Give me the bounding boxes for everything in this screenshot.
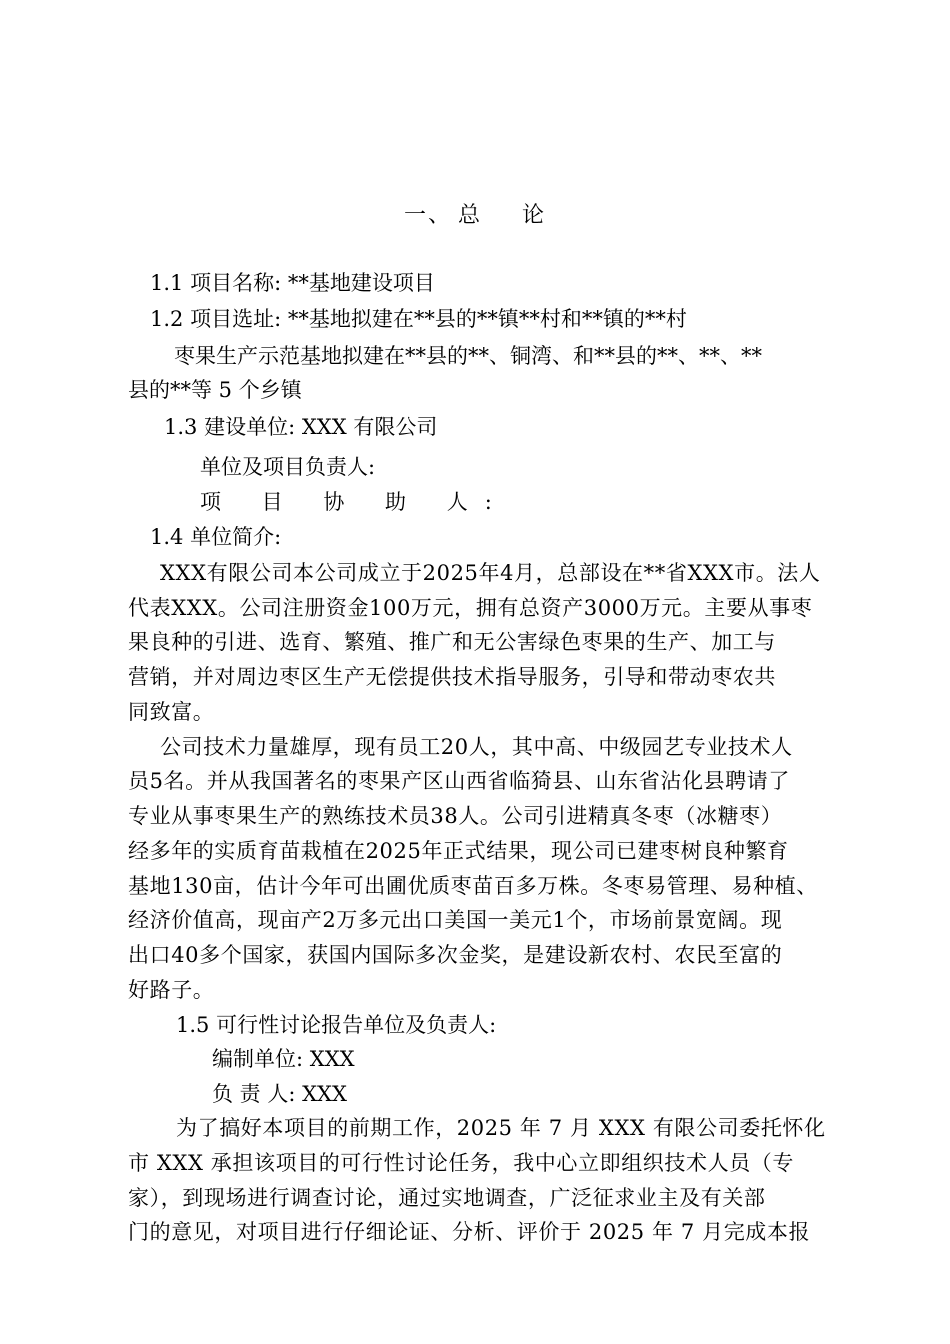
responsible-person-line: 负 责 人: XXX	[212, 1082, 347, 1106]
paragraph-line: 市 XXX 承担该项目的可行性讨论任务，我中心立即组织技术人员（专	[128, 1151, 794, 1175]
construction-unit-line: 1.3 建设单位: XXX 有限公司	[164, 415, 438, 439]
project-name-line: 1.1 项目名称: **基地建设项目	[150, 271, 435, 295]
project-site-detail-line: 枣果生产示范基地拟建在**县的**、铜湾、和**县的**、**、**	[174, 344, 762, 368]
paragraph-line: 公司技术力量雄厚，现有员工20人，其中高、中级园艺专业技术人	[160, 735, 793, 759]
paragraph-line: 员5名。并从我国著名的枣果产区山西省临猗县、山东省沾化县聘请了	[128, 769, 790, 793]
paragraph-line: 好路子。	[128, 978, 215, 1002]
paragraph-line: 门的意见，对项目进行仔细论证、分析、评价于 2025 年 7 月完成本报	[128, 1220, 811, 1244]
feasibility-report-heading: 1.5 可行性讨论报告单位及负责人:	[176, 1013, 497, 1037]
section-title	[0, 198, 950, 229]
paragraph-line: 同致富。	[128, 700, 215, 724]
unit-intro-heading: 1.4 单位简介:	[150, 525, 282, 549]
unit-leader-line: 单位及项目负责人:	[200, 455, 376, 479]
paragraph-line: 专业从事枣果生产的熟练技术员38人。公司引进精真冬枣（冰糖枣）	[128, 804, 783, 828]
project-site-detail-line-2: 县的**等 5 个乡镇	[128, 378, 302, 402]
paragraph-line: 出口40多个国家，获国内国际多次金奖，是建设新农村、农民至富的	[128, 943, 783, 967]
section-number: 一、	[403, 203, 452, 228]
section-title-part1: 总	[457, 203, 482, 228]
paragraph-line: 家），到现场进行调查讨论，通过实地调查，广泛征求业主及有关部	[128, 1186, 766, 1210]
paragraph-line: 经济价值高，现亩产2万多元出口美国一美元1个，市场前景宽阔。现	[128, 908, 783, 932]
project-site-line: 1.2 项目选址: **基地拟建在**县的**镇**村和**镇的**村	[150, 307, 687, 331]
paragraph-line: 经多年的实质育苗栽植在2025年正式结果，现公司已建枣树良种繁育	[128, 839, 789, 863]
project-assistant-line: 项 目 协 助 人:	[200, 490, 509, 514]
paragraph-line: 营销，并对周边枣区生产无偿提供技术指导服务，引导和带动枣农共	[128, 665, 776, 689]
paragraph-line: 代表XXX。公司注册资金100万元，拥有总资产3000万元。主要从事枣	[128, 596, 813, 620]
compiling-unit-line: 编制单位: XXX	[212, 1047, 355, 1071]
paragraph-line: 基地130亩，估计今年可出圃优质枣苗百多万株。冬枣易管理、易种植、	[128, 874, 818, 898]
section-title-part2: 论	[522, 203, 547, 228]
paragraph-line: XXX有限公司本公司成立于2025年4月，总部设在**省XXX市。法人	[160, 561, 821, 585]
paragraph-line: 果良种的引进、选育、繁殖、推广和无公害绿色枣果的生产、加工与	[128, 630, 776, 654]
paragraph-line: 为了搞好本项目的前期工作，2025 年 7 月 XXX 有限公司委托怀化	[176, 1116, 826, 1140]
